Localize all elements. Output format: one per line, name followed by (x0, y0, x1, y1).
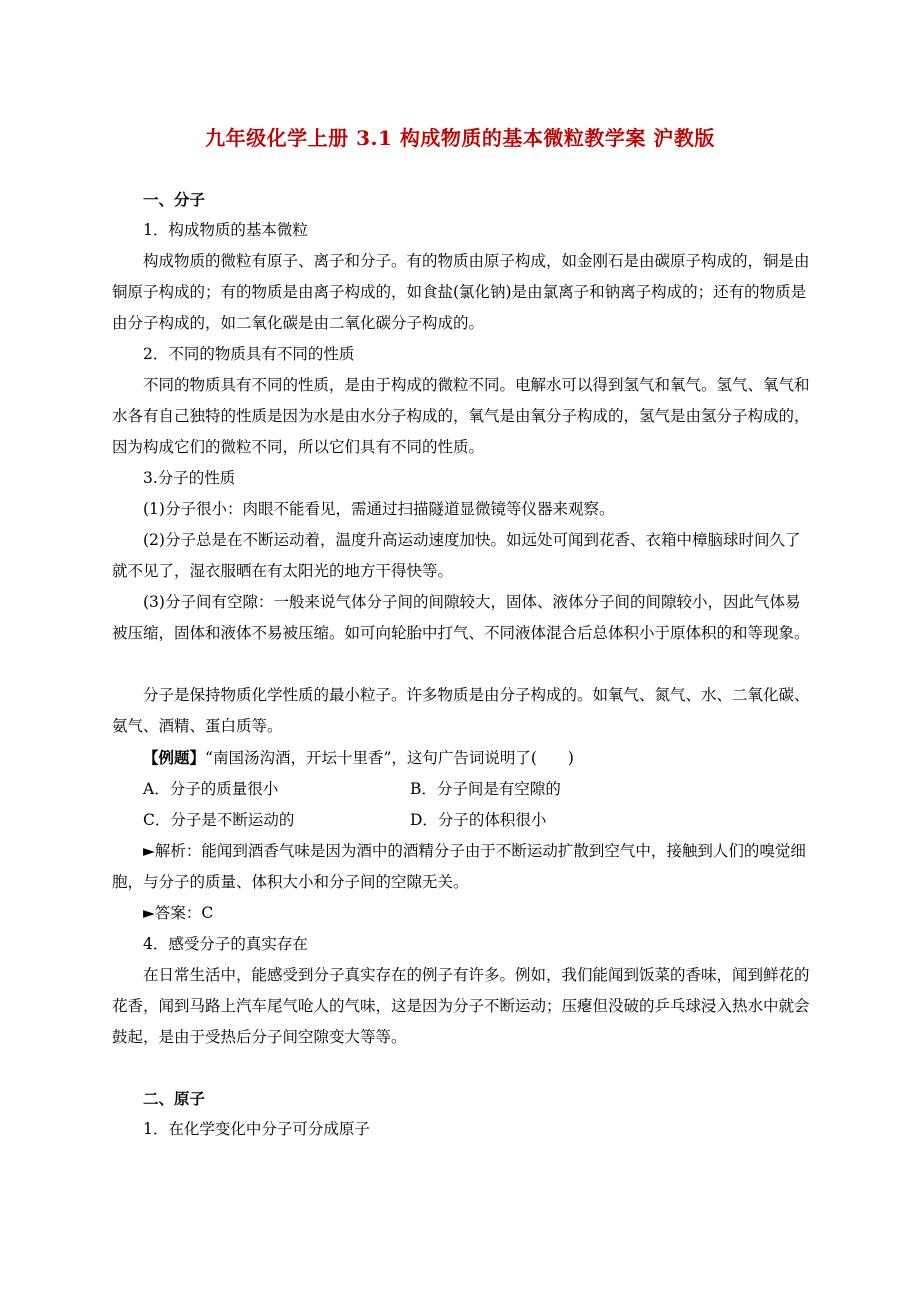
spacer (112, 649, 810, 680)
example-question (112, 742, 810, 774)
subheading-feel-molecules: 4．感受分子的真实存在 (143, 935, 308, 953)
document-body (112, 184, 810, 1145)
analysis-label: ►解析： (143, 842, 202, 860)
paragraph-basic-particles: 构成物质的微粒有原子、离子和分子。有的物质由原子构成，如金刚石是由碳原子构成的，铜是由铜原子构成的；有的物质是由离子构成的，如食盐(氯化钠)是由氯离子和钠离子构成的；还有的物质是由分子构成的，如二氧化碳是由二氧化碳分子构成的。 (112, 252, 810, 332)
example-question-text: “南国汤沟酒，开坛十里香”，这句广告词说明了( ) (205, 749, 574, 767)
paragraph-different-properties: 不同的物质具有不同的性质，是由于构成的微粒不同。电解水可以得到氢气和氧气。氢气、氧气和水各有自己独特的性质是因为水是由水分子构成的，氧气是由氧分子构成的，氢气是由氢分子构成的，因为构成它们的微粒不同，所以它们具有不同的性质。 (112, 376, 810, 456)
analysis-text: 能闻到酒香气味是因为酒中的酒精分子由于不断运动扩散到空气中，接触到人们的嗅觉细胞，与分子的质量、体积大小和分子间的空隙无关。 (112, 842, 806, 891)
property-spacing: (3)分子间有空隙：一般来说气体分子间的间隙较大，固体、液体分子间的间隙较小，因此气体易被压缩，固体和液体不易被压缩。如可向轮胎中打气、不同液体混合后总体积小于原体积的和等现象。 (112, 593, 810, 642)
section-heading-molecule: 一、分子 (143, 190, 206, 209)
paragraph-molecule-definition: 分子是保持物质化学性质的最小粒子。许多物质是由分子构成的。如氧气、氮气、水、二氧化碳、氨气、酒精、蛋白质等。 (112, 686, 810, 735)
option-b: B．分子间是有空隙的 (410, 780, 561, 798)
property-motion: (2)分子总是在不断运动着，温度升高运动速度加快。如远处可闻到花香、衣箱中樟脑球时间久了就不见了，湿衣服晒在有太阳光的地方干得快等。 (112, 531, 801, 580)
choice-row-1 (112, 774, 810, 805)
subheading-basic-particles: 1．构成物质的基本微粒 (143, 221, 308, 239)
subheading-molecule-properties: 3.分子的性质 (143, 469, 236, 487)
option-a: A．分子的质量很小 (143, 780, 279, 798)
analysis (112, 836, 810, 898)
spacer (112, 1053, 810, 1083)
document-title: 九年级化学上册 3.1 构成物质的基本微粒教学案 沪教版 (205, 126, 715, 150)
subheading-different-properties: 2．不同的物质具有不同的性质 (143, 345, 355, 363)
option-d: D．分子的体积很小 (410, 811, 547, 829)
answer-label: ►答案： (143, 904, 202, 922)
choice-row-2 (112, 805, 810, 836)
option-c: C．分子是不断运动的 (143, 811, 295, 829)
example-label: 【例题】 (143, 748, 206, 767)
section-heading-atom: 二、原子 (143, 1089, 206, 1108)
subheading-molecule-split: 1．在化学变化中分子可分成原子 (143, 1120, 370, 1138)
answer-value: C (201, 904, 214, 922)
answer (112, 898, 810, 929)
paragraph-feel-molecules: 在日常生活中，能感受到分子真实存在的例子有许多。例如，我们能闻到饭菜的香味，闻到鲜花的花香，闻到马路上汽车尾气呛人的气味，这是因为分子不断运动；压瘪但没破的乒乓球浸入热水中就会鼓起，是由于受热后分子间空隙变大等等。 (112, 966, 810, 1046)
property-small: (1)分子很小：肉眼不能看见，需通过扫描隧道显微镜等仪器来观察。 (143, 500, 615, 518)
